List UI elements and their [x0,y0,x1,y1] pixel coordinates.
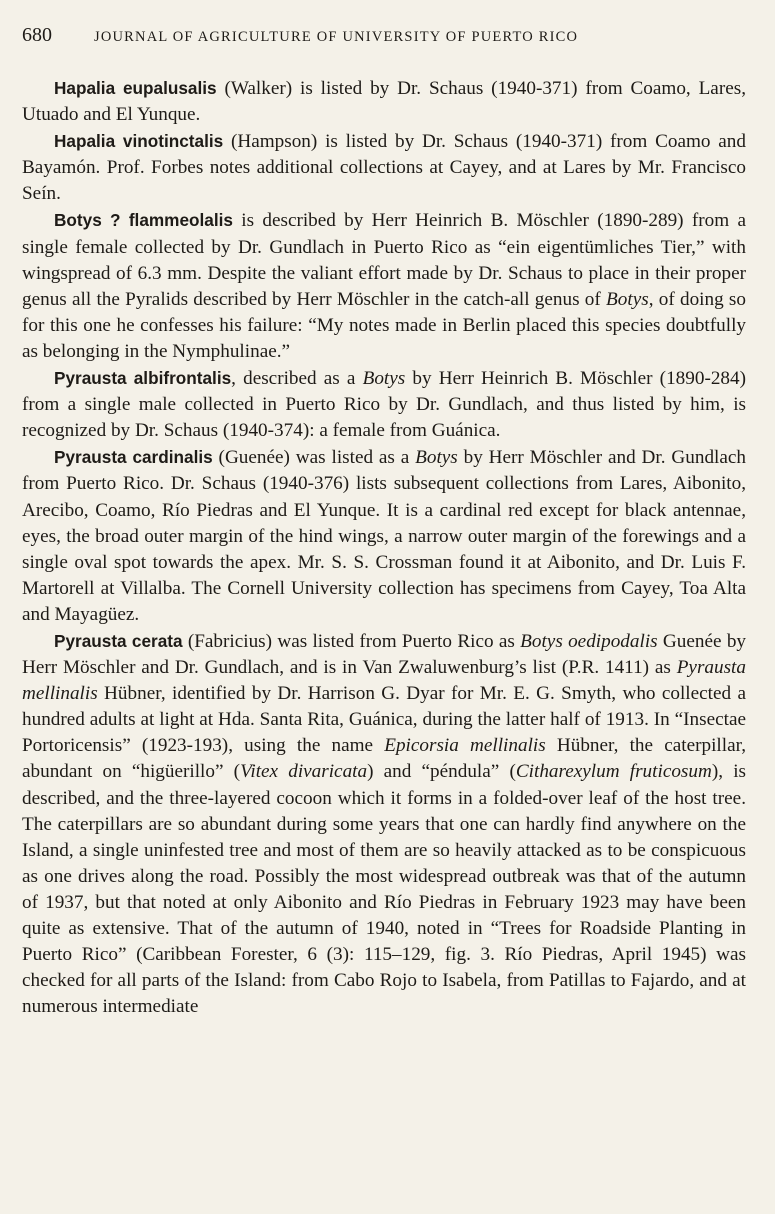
italic-taxon: Botys [415,447,458,469]
paragraph-text: (Hampson) is listed by Dr. Schaus (1940-371) from Coamo and Bayamón. Prof. Forbes notes additional collections at Cayey, and at Lares by Mr. Francisco Seín. [22,131,746,205]
paragraph-pyrausta-albifrontalis [22,365,746,444]
page-number: 680 [22,24,52,46]
italic-taxon: Botys [606,288,649,310]
paragraph-text: Hübner, the caterpillar, abundant on “higüerillo” ( [22,735,747,783]
italic-taxon: Pyrausta mellinalis [22,657,746,705]
paragraph-text: ) and “péndula” ( [367,761,516,783]
italic-taxon: Vitex divaricata [240,761,368,783]
paragraph-text: (Fabricius) was listed from Puerto Rico as [182,630,521,652]
species-name: Pyrausta cardinalis [54,447,213,468]
running-header [22,24,692,52]
journal-title: JOURNAL OF AGRICULTURE OF UNIVERSITY OF PUERTO RICO [94,29,579,45]
species-name: Hapalia vinotinctalis [54,131,224,152]
species-name: Pyrausta albifrontalis [54,368,232,389]
paragraph-botys-flammeolalis [22,207,746,365]
species-name: Pyrausta cerata [54,630,183,651]
paragraph-text: , of doing so for this one he confesses his failure: “My notes made in Berlin placed this species doubtfully as belonging in the Nymphulinae.” [22,288,746,362]
paragraph-hapalia-vinotinctalis [22,128,746,207]
paragraph-hapalia-eupalusalis [22,75,746,128]
article-body [22,75,746,1020]
paragraph-text: ), is described, and the three-layered cocoon which it forms in a folded-over leaf of the host tree. The caterpillars are so abundant during some years that one can hardly find anywhere on the Island, a single uninfested tree and most of them are so heavily attacked as to be conspicuous as one drives along the road. Possibly the most widespread outbreak was that of the autumn of 1937, but that noted at only Aibonito and Río Piedras in February 1923 may have been quite as extensive. That of the autumn of 1940, noted in “Trees for Roadside Planting in Puerto Rico” (Caribbean Forester, 6 (3): 115–129, fig. 3. Río Piedras, April 1945) was checked for all parts of the Island: from Cabo Rojo to Isabela, from Patillas to Fajardo, and at numerous intermediate [22,761,746,1018]
species-name: Botys ? flammeolalis [54,210,233,231]
paragraph-text: is described by Herr Heinrich B. Möschler (1890-289) from a single female collected by Dr. Gundlach in Puerto Rico as “ein eigentümliches Tier,” with wingspread of 6.3 mm. Despite the valiant effort made by Dr. Schaus to place in their proper genus all the Pyralids described by Herr Möschler in the catch-all genus of [22,210,746,310]
species-name: Hapalia eupalusalis [54,78,217,98]
paragraph-pyrausta-cerata [22,628,746,1020]
paragraph-text: (Walker) is listed by Dr. Schaus (1940-371) from Coamo, Lares, Utuado and El Yunque. [22,78,746,126]
italic-taxon: Botys oedipodalis [520,630,658,652]
italic-taxon: Botys [362,368,406,390]
paragraph-text: , described as a [231,368,363,390]
paragraph-text: Guenée by Herr Möschler and Dr. Gundlach, and is in Van Zwaluwenburg’s list (P.R. 1411) as [22,630,747,679]
paragraph-text: by Herr Möschler and Dr. Gundlach from Puerto Rico. Dr. Schaus (1940-376) lists subsequent collections from Lares, Aibonito, Arecibo, Coamo, Río Piedras and El Yunque. It is a cardinal red except for black antennae, eyes, the broad outer margin of the hind wings, a narrow outer margin of the forewings and a single oval spot towards the apex. Mr. S. S. Crossman found it at Aibonito, and Dr. Luis F. Martorell at Villalba. The Cornell University collection has specimens from Cayey, Toa Alta and Mayagüez. [22,447,746,625]
paragraph-pyrausta-cardinalis [22,444,746,628]
paragraph-text: by Herr Heinrich B. Möschler (1890-284) from a single male collected in Puerto Rico by Dr. Gundlach, and thus listed by him, is recognized by Dr. Schaus (1940-374): a female from Guánica. [22,368,747,442]
paragraph-text: Hübner, identified by Dr. Harrison G. Dyar for Mr. E. G. Smyth, who collected a hundred adults at light at Hda. Santa Rita, Guánica, during the latter half of 1913. In “Insectae Portoricensis” (1923-193), using the name [22,683,746,757]
paragraph-text: (Guenée) was listed as a [212,447,416,469]
italic-taxon: Citharexylum fruticosum [515,761,712,783]
italic-taxon: Epicorsia mellinalis [384,735,546,757]
